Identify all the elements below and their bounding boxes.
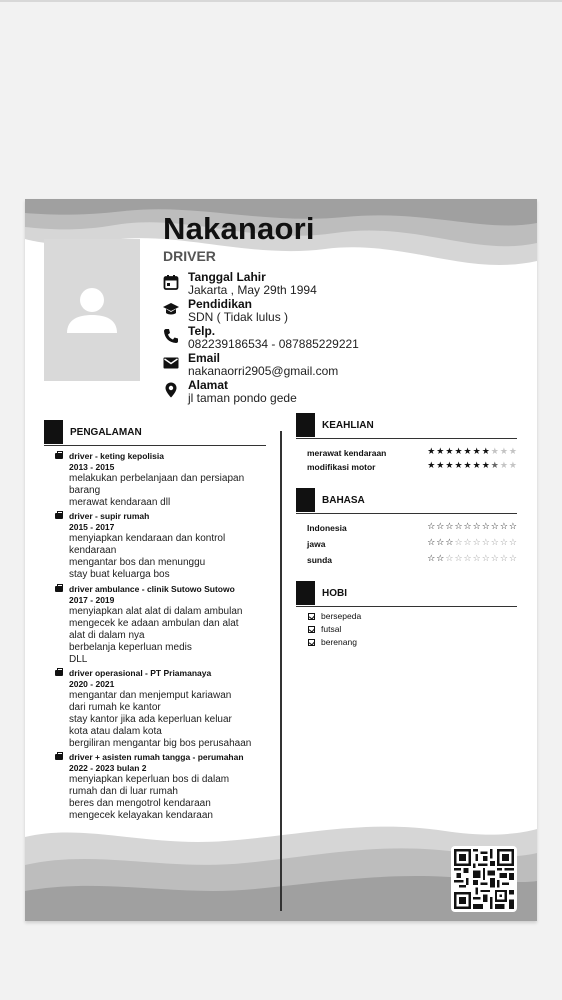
language-row	[307, 539, 517, 551]
star-icon: ☆	[481, 538, 490, 548]
star-icon: ★	[463, 461, 472, 471]
info-value: 082239186534 - 087885229221	[188, 337, 359, 351]
briefcase-icon	[55, 453, 63, 459]
checkbox-icon	[308, 639, 315, 646]
job-period: 2015 - 2017	[69, 522, 115, 532]
star-icon: ☆	[508, 538, 517, 548]
star-icon: ☆	[499, 522, 508, 532]
job-title: driver - keting kepolisia	[69, 451, 164, 461]
language-row	[307, 523, 517, 535]
star-icon: ★	[436, 447, 445, 457]
section-underline	[296, 513, 517, 514]
info-value: nakanaorri2905@gmail.com	[188, 364, 339, 378]
star-icon: ☆	[490, 522, 499, 532]
star-icon: ★	[490, 447, 499, 457]
job-period: 2017 - 2019	[69, 595, 115, 605]
star-icon: ☆	[445, 554, 454, 564]
checkbox-icon	[308, 626, 315, 633]
star-icon: ★	[445, 447, 454, 457]
star-icon: ☆	[454, 538, 463, 548]
star-icon: ☆	[445, 522, 454, 532]
info-label: Alamat	[188, 378, 229, 392]
top-divider	[0, 0, 562, 2]
star-icon: ☆	[472, 522, 481, 532]
language-label: Indonesia	[307, 523, 347, 533]
resume-page	[25, 199, 537, 921]
job-title: driver + asisten rumah tangga - perumahan	[69, 752, 244, 762]
checkbox-icon	[308, 613, 315, 620]
section-marker	[296, 413, 315, 437]
skill-label: merawat kendaraan	[307, 448, 387, 458]
info-label: Pendidikan	[188, 297, 253, 311]
star-icon: ★	[481, 447, 490, 457]
rating-stars	[426, 447, 517, 457]
star-icon: ★	[454, 461, 463, 471]
star-icon: ☆	[490, 554, 499, 564]
briefcase-icon	[55, 754, 63, 760]
location-pin-icon	[163, 382, 179, 398]
star-icon: ★	[508, 447, 517, 457]
job-description: menyiapkan alat alat di dalam ambulan mengecek ke adaan ambulan dan alat alat di dalam nya berbelanja keperluan medis DLL	[69, 606, 243, 665]
experience-section-header	[44, 420, 266, 446]
star-icon: ☆	[427, 522, 436, 532]
star-icon: ★	[499, 447, 508, 457]
language-label: sunda	[307, 555, 333, 565]
job-period: 2020 - 2021	[69, 679, 115, 689]
info-value: jl taman pondo gede	[188, 391, 297, 405]
job-description: melakukan perbelanjaan dan persiapan barang merawat kendaraan dll	[69, 473, 245, 508]
section-title: BAHASA	[322, 495, 365, 506]
language-row	[307, 555, 517, 567]
mail-icon	[163, 355, 179, 371]
skill-row	[307, 448, 517, 460]
star-icon: ☆	[508, 554, 517, 564]
star-icon: ★	[472, 461, 481, 471]
star-icon: ★	[508, 461, 517, 471]
star-icon: ☆	[499, 538, 508, 548]
star-icon: ☆	[436, 522, 445, 532]
skill-label: modifikasi motor	[307, 462, 376, 472]
star-icon: ☆	[508, 522, 517, 532]
star-icon: ☆	[454, 554, 463, 564]
job-description: mengantar dan menjemput kariawan dari rumah ke kantor stay kantor jika ada keperluan keluar kota atau dalam kota bergiliran mengantar big bos perusahaan	[69, 690, 252, 749]
job-description: menyiapkan kendaraan dan kontrol kendaraan mengantar bos dan menunggu stay buat keluarga bos	[69, 533, 226, 580]
info-label: Tanggal Lahir	[188, 270, 266, 284]
hobby-label: futsal	[321, 624, 342, 634]
info-value: SDN ( Tidak lulus )	[188, 310, 289, 324]
star-icon: ★	[427, 461, 436, 471]
job-role: DRIVER	[163, 248, 216, 264]
star-icon: ☆	[481, 554, 490, 564]
skill-row	[307, 462, 517, 474]
section-underline	[44, 445, 266, 446]
star-icon: ☆	[427, 554, 436, 564]
section-underline	[296, 606, 517, 607]
star-icon: ☆	[463, 538, 472, 548]
star-icon: ☆	[436, 554, 445, 564]
info-label: Telp.	[188, 324, 216, 338]
star-icon: ★	[445, 461, 454, 471]
star-icon: ☆	[427, 538, 436, 548]
qr-code-icon	[454, 849, 514, 909]
info-label: Email	[188, 351, 221, 365]
info-value: Jakarta , May 29th 1994	[188, 283, 317, 297]
qr-code	[451, 846, 517, 912]
job-period: 2022 - 2023 bulan 2	[69, 763, 147, 773]
star-icon: ☆	[436, 538, 445, 548]
phone-icon	[163, 328, 179, 344]
hobby-label: bersepeda	[321, 611, 362, 621]
star-icon: ★	[472, 447, 481, 457]
star-icon: ☆	[481, 522, 490, 532]
section-marker	[296, 488, 315, 512]
language-label: jawa	[307, 539, 326, 549]
section-title: KEAHLIAN	[322, 420, 374, 431]
job-title: driver - supir rumah	[69, 511, 150, 521]
briefcase-icon	[55, 670, 63, 676]
skills-section-header	[296, 413, 517, 439]
star-icon: ☆	[499, 554, 508, 564]
hobby-label: berenang	[321, 637, 357, 647]
star-icon: ☆	[463, 522, 472, 532]
section-title: HOBI	[322, 588, 347, 599]
briefcase-icon	[55, 586, 63, 592]
job-period: 2013 - 2015	[69, 462, 115, 472]
star-icon: ★	[490, 461, 499, 471]
star-icon: ☆	[463, 554, 472, 564]
rating-stars	[426, 554, 517, 564]
calendar-icon	[163, 274, 179, 290]
person-icon	[65, 283, 119, 337]
profile-photo-placeholder	[44, 239, 140, 381]
job-title: driver ambulance - clinik Sutowo Sutowo	[69, 584, 235, 594]
star-icon: ☆	[490, 538, 499, 548]
languages-section-header	[296, 488, 517, 514]
section-marker	[44, 420, 63, 444]
star-icon: ☆	[445, 538, 454, 548]
hobbies-section-header	[296, 581, 517, 607]
rating-stars	[426, 461, 517, 471]
briefcase-icon	[55, 513, 63, 519]
star-icon: ★	[499, 461, 508, 471]
section-underline	[296, 438, 517, 439]
graduation-cap-icon	[163, 301, 179, 317]
star-icon: ☆	[472, 538, 481, 548]
star-icon: ☆	[454, 522, 463, 532]
section-marker	[296, 581, 315, 605]
section-title: PENGALAMAN	[70, 427, 142, 438]
star-icon: ★	[454, 447, 463, 457]
person-name: Nakanaori	[163, 211, 315, 246]
star-icon: ★	[427, 447, 436, 457]
star-icon: ★	[481, 461, 490, 471]
rating-stars	[426, 538, 517, 548]
rating-stars	[426, 522, 517, 532]
column-divider	[280, 431, 282, 911]
job-description: menyiapkan keperluan bos di dalam rumah dan di luar rumah beres dan mengotrol kendaraan mengecek kelayakan kendaraan	[69, 774, 230, 821]
star-icon: ★	[436, 461, 445, 471]
star-icon: ★	[463, 447, 472, 457]
job-title: driver operasional - PT Priamanaya	[69, 668, 212, 678]
star-icon: ☆	[472, 554, 481, 564]
